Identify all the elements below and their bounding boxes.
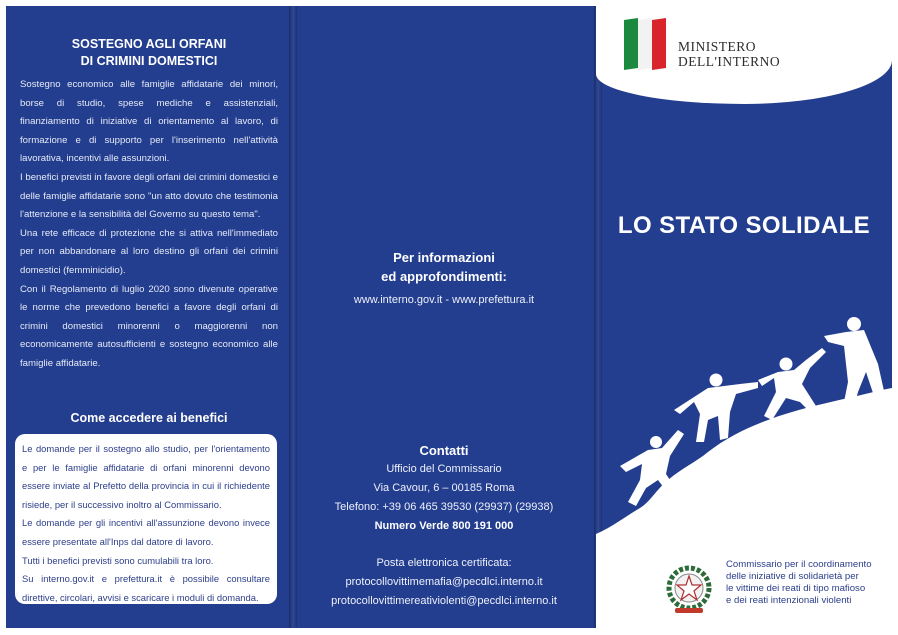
italian-republic-emblem-icon [660, 560, 718, 618]
panel-middle [292, 6, 596, 628]
ministry-logo-text: MINISTERO DELL'INTERNO [678, 39, 781, 69]
pec-title: Posta elettronica certificata: [376, 557, 512, 569]
phone-number: Telefono: +39 06 465 39530 (29937) (29938) [334, 501, 554, 513]
box-paragraph: Le domande per gli incentivi all'assunzione devono invece essere presentate all'Inps dal datore di lavoro. [22, 517, 270, 547]
websites-link[interactable]: www.interno.gov.it - www.prefettura.it [353, 294, 535, 306]
italian-flag-icon [624, 19, 666, 69]
cover-title: LO STATO SOLIDALE [617, 212, 871, 239]
orphans-support-title: SOSTEGNO AGLI ORFANI DI CRIMINI DOMESTICI [71, 37, 227, 68]
orphans-support-body [20, 76, 278, 374]
office-name: Ufficio del Commissario [386, 463, 502, 475]
access-benefits-title: Come accedere ai benefici [70, 411, 228, 425]
box-paragraph: Su interno.gov.it e prefettura.it è possibile consultare direttive, circolari, avvisi e scaricare i moduli di domanda. [22, 573, 270, 603]
climbing-people-illustration [596, 302, 892, 552]
box-paragraph: Le domande per il sostegno allo studio, per l'orientamento e per le famiglie affidatarie di orfani minorenni devono essere inviate al Prefetto della provincia in cui il richiedente risiede, per il successivo inoltro al Commissario. [22, 443, 270, 510]
brochure [6, 6, 892, 628]
info-title: Per informazioni ed approfondimenti: [381, 250, 507, 284]
body-paragraph: Una rete efficace di protezione che si attiva nell'immediato per non abbandonare al loro destino gli orfani dei crimini domestici (femminicidio). [20, 227, 278, 276]
pec-email-violent-crimes[interactable]: protocollovittimereativiolenti@pecdlci.interno.it [331, 595, 557, 607]
cover-header [596, 6, 892, 104]
body-paragraph: Sostegno economico alle famiglie affidatarie dei minori, borse di studio, spese mediche e assistenziali, finanziamento di iniziative di orientamento al lavoro, di formazione e di supporto per l'inserimento nell'attività lavorativa, incentivi alle assunzioni. [20, 79, 278, 165]
office-address: Via Cavour, 6 – 00185 Roma [373, 482, 515, 494]
toll-free-number: Numero Verde 800 191 000 [374, 520, 514, 532]
access-benefits-box [15, 434, 277, 604]
panel-right [596, 6, 892, 628]
body-paragraph: I benefici previsti in favore degli orfani dei crimini domestici e delle famiglie affidatarie sono "un atto dovuto che testimonia l'attenzione e la sensibilità del Governo su questo tema". [20, 171, 278, 221]
pec-email-mafia[interactable]: protocollovittimemafia@pecdlci.interno.it [345, 576, 543, 588]
body-paragraph: Con il Regolamento di luglio 2020 sono divenute operative le norme che prevedono benefici a favore degli orfani di crimini domestici minorenni o maggiorenni non economicamente autosufficienti e sostegno economico alle famiglie affidatarie. [20, 283, 278, 369]
panel-left [6, 6, 292, 628]
commissario-text: Commissario per il coordinamento delle iniziative di solidarietà per le vittime dei reati di tipo mafioso e dei reati intenzionali violenti [726, 559, 872, 606]
contacts-title: Contatti [419, 443, 469, 458]
box-paragraph: Tutti i benefici previsti sono cumulabili tra loro. [22, 554, 214, 566]
